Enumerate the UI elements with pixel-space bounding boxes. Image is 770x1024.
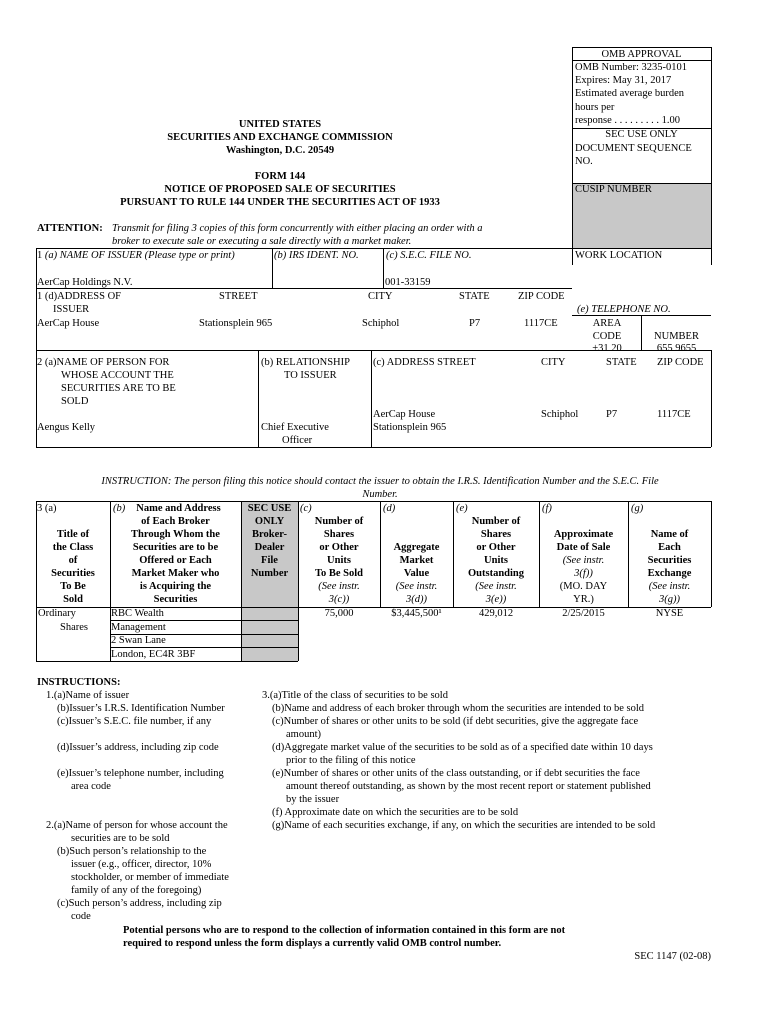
instr-right-5: (d)Aggregate market value of the securities to be sold as of a specified date within 10 days [272,742,653,753]
e-note-2: 3(e)) [485,594,507,605]
instr-right-3: (c)Number of shares or other units to be sold (if debt securities, give the aggregate face [272,716,639,727]
col-g-label: (g) [631,503,644,514]
instr-left-13: (c)Such person’s address, including zip [57,898,222,909]
person-address-2: Stationsplein 965 [373,422,447,433]
sec-file-label: (c) S.E.C. FILE NO. [386,250,472,261]
row-value: $3,445,500¹ [391,608,442,619]
col-a-label: 3 (a) [37,503,57,514]
instr-left-10: issuer (e.g., officer, director, 10% [71,859,212,870]
sec-head-4: Dealer [254,542,285,553]
relationship-label-2: TO ISSUER [284,370,337,381]
f-note-1: (See instr. [562,555,605,566]
sec-file-number: 001-33159 [385,277,431,288]
work-location-label: WORK LOCATION [575,250,663,261]
irs-ident-label: (b) IRS IDENT. NO. [274,250,359,261]
b-head-5: Offered or Each [139,555,212,566]
instr-left-9: (b)Such person’s relationship to the [57,846,207,857]
header-line-1: UNITED STATES [238,119,322,130]
b-head-3: Through Whom the [131,529,220,540]
c-head-1: Number of [314,516,364,527]
instr-right-1: 3.(a)Title of the class of securities to be sold [262,690,448,701]
e-head-2: Shares [480,529,512,540]
footer-line-2: required to respond unless the form displays a currently valid OMB control number. [123,938,502,949]
instr-left-1: 1.(a)Name of issuer [46,690,130,701]
sec-head-6: Number [250,568,289,579]
relationship-label-1: (b) RELATIONSHIP [261,357,350,368]
zip-label: ZIP CODE [518,291,565,302]
a-head-6: Sold [63,594,83,605]
area-code-label-2: CODE [592,331,622,342]
issuer-zip: 1117CE [524,318,558,329]
city-label: CITY [368,291,393,302]
relationship-2: Officer [282,435,313,446]
instr-right-10: (f) Approximate date on which the securities are to be sold [272,807,519,818]
relationship-1: Chief Executive [261,422,329,433]
area-code-label-1: AREA [592,318,622,329]
doc-seq-2: NO. [575,156,593,167]
row-broker-1: RBC Wealth [111,608,164,619]
issuer-street: Stationsplein 965 [199,318,273,329]
b-head-7: is Acquiring the [139,581,212,592]
person-label-3: SECURITIES ARE TO BE [61,383,176,394]
header-line-3: Washington, D.C. 20549 [225,145,335,156]
instr-left-6: area code [71,781,111,792]
omb-burden-2: hours per [575,102,615,113]
person-name: Aengus Kelly [37,422,96,433]
person-state-label: STATE [606,357,637,368]
instruction-line-1: INSTRUCTION: The person filing this notice should contact the issuer to obtain the I.R.S. Identification Number and the S.E.C. File [101,476,659,487]
e-head-1: Number of [471,516,521,527]
attention-label: ATTENTION: [37,223,103,234]
telephone-number: 655 9655 [656,343,697,354]
col-f-label: (f) [542,503,552,514]
instr-right-6: prior to the filing of this notice [286,755,416,766]
telephone-label: (e) TELEPHONE NO. [577,304,671,315]
instr-left-5: (e)Issuer’s telephone number, including [57,768,224,779]
issuer-address-name: AerCap House [37,318,100,329]
omb-title: OMB APPROVAL [601,49,682,60]
col-d-label: (d) [383,503,396,514]
omb-number: OMB Number: 3235-0101 [575,62,687,73]
attention-text-2: broker to execute sale or executing a sale directly with a market maker. [112,236,412,247]
b-head-6: Market Maker who [131,568,220,579]
person-city: Schiphol [541,409,579,420]
person-city-label: CITY [541,357,566,368]
a-head-3: of [68,555,78,566]
row-title-1: Ordinary [38,608,76,619]
omb-burden-1: Estimated average burden [575,88,685,99]
e-head-4: Units [484,555,508,566]
row-broker-3: 2 Swan Lane [111,635,166,646]
a-head-5: To Be [60,581,86,592]
area-code: +31 20 [592,343,622,354]
instr-left-2: (b)Issuer’s I.R.S. Identification Number [57,703,225,714]
state-label: STATE [459,291,490,302]
f-note-2: 3(f)) [574,568,593,579]
row-date: 2/25/2015 [562,608,605,619]
c-head-4: Units [327,555,351,566]
omb-expires: Expires: May 31, 2017 [575,75,672,86]
c-note-2: 3(c)) [328,594,350,605]
person-state: P7 [606,409,618,420]
issuer-city: Schiphol [362,318,400,329]
f-head-4: YR.) [573,594,594,605]
b-head-2: of Each Broker [141,516,210,527]
instr-right-9: by the issuer [286,794,340,805]
issuer-name: AerCap Holdings N.V. [37,277,133,288]
address-label-1: 1 (d)ADDRESS OF [37,291,122,302]
footer-line-1: Potential persons who are to respond to the collection of information contained in this form are not [123,925,566,936]
row-exchange: NYSE [655,608,684,619]
d-head-3: Value [403,568,430,579]
a-head-4: Securities [51,568,95,579]
person-label-1: 2 (a)NAME OF PERSON FOR [37,357,170,368]
street-label: STREET [219,291,258,302]
g-head-3: Securities [647,555,692,566]
instr-right-2: (b)Name and address of each broker through whom the securities are intended to be sold [272,703,645,714]
attention-text-1: Transmit for filing 3 copies of this form concurrently with either placing an order with a [112,223,483,234]
d-note-2: 3(d)) [406,594,427,605]
f-head-3: (MO. DAY [559,581,608,592]
row-outstanding: 429,012 [478,608,514,619]
col-c-label: (c) [300,503,312,514]
instr-left-11: stockholder, or member of immediate [71,872,229,883]
c-head-5: To Be Sold [314,568,364,579]
sec-head-1: SEC USE [247,503,292,514]
row-broker-2: Management [111,622,166,633]
f-head-1: Approximate [553,529,614,540]
instr-left-4: (d)Issuer’s address, including zip code [57,742,219,753]
g-head-1: Name of [650,529,689,540]
sec-use-only: SEC USE ONLY [605,129,678,140]
form-title-2: PURSUANT TO RULE 144 UNDER THE SECURITIES ACT OF 1933 [120,197,440,208]
person-label-4: SOLD [61,396,89,407]
address-label-2: ISSUER [53,304,90,315]
omb-burden-3: response . . . . . . . . . 1.00 [575,115,680,126]
instr-right-7: (e)Number of shares or other units of the class outstanding, or if debt securities the face [272,768,640,779]
instr-left-12: family of any of the foregoing) [71,885,202,896]
person-zip-label: ZIP CODE [657,357,704,368]
person-label-2: WHOSE ACCOUNT THE [61,370,174,381]
instr-left-8: securities are to be sold [71,833,170,844]
g-note-1: (See instr. [648,581,691,592]
sec-head-3: Broker- [252,529,287,540]
c-head-3: or Other [319,542,359,553]
instr-right-11: (g)Name of each securities exchange, if any, on which the securities are intended to be sold [272,820,656,831]
e-head-3: or Other [476,542,516,553]
sec-head-5: File [261,555,278,566]
instr-right-8: amount thereof outstanding, as shown by the most recent report or statement published [286,781,651,792]
instr-left-7: 2.(a)Name of person for whose account the [46,820,228,831]
d-note-1: (See instr. [395,581,438,592]
number-label: NUMBER [654,331,699,342]
issuer-state: P7 [469,318,481,329]
c-head-2: Shares [323,529,355,540]
b-head-1: Name and Address [136,503,221,514]
g-head-4: Exchange [647,568,692,579]
instruction-line-2: Number. [362,489,398,500]
g-head-2: Each [658,542,681,553]
instructions-title: INSTRUCTIONS: [37,677,121,688]
instr-right-4: amount) [286,729,321,740]
a-head-2: the Class [52,542,94,553]
row-broker-4: London, EC4R 3BF [111,649,196,660]
instr-left-3: (c)Issuer’s S.E.C. file number, if any [57,716,212,727]
doc-seq-1: DOCUMENT SEQUENCE [575,143,692,154]
e-note-1: (See instr. [475,581,517,592]
form-title-1: NOTICE OF PROPOSED SALE OF SECURITIES [164,184,396,195]
sec-head-2: ONLY [254,516,285,527]
e-head-5: Outstanding [467,568,525,579]
row-title-2: Shares [60,622,88,633]
b-head-8: Securities [153,594,198,605]
person-address-label: (c) ADDRESS STREET [373,357,476,368]
g-note-2: 3(g)) [659,594,680,605]
c-note-1: (See instr. [318,581,360,592]
header-line-2: SECURITIES AND EXCHANGE COMMISSION [167,132,393,143]
col-b-label: (b) [113,503,126,514]
row-units: 75,000 [324,608,354,619]
cusip-label: CUSIP NUMBER [575,184,652,195]
person-zip: 1117CE [657,409,691,420]
d-head-2: Market [399,555,434,566]
form-code: SEC 1147 (02-08) [634,951,711,962]
form-number: FORM 144 [254,171,306,182]
col-e-label: (e) [456,503,468,514]
person-address-1: AerCap House [373,409,436,420]
d-head-1: Aggregate [393,542,440,553]
b-head-4: Securities are to be [132,542,219,553]
a-head-1: Title of [56,529,90,540]
issuer-name-label: 1 (a) NAME OF ISSUER (Please type or print) [37,250,235,261]
instr-left-14: code [71,911,91,922]
f-head-2: Date of Sale [556,542,611,553]
